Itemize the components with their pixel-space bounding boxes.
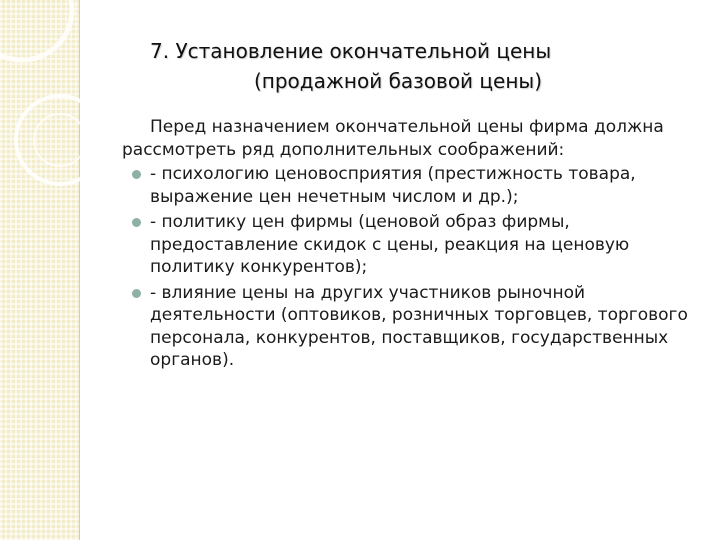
- slide-title-line2: (продажной базовой цены): [253, 69, 542, 93]
- intro-paragraph: Перед назначением окончательной цены фирма должна рассмотреть ряд дополнительных соображений:: [122, 117, 664, 160]
- bullet-text: - психологию ценовосприятия (престижность товара, выражение цен нечетным числом и др.);: [150, 164, 636, 207]
- list-item: [122, 163, 697, 208]
- list-item: [122, 282, 697, 372]
- slide-title: [118, 36, 678, 96]
- decorative-rings: [0, 0, 120, 230]
- list-item: [122, 211, 697, 279]
- slide-title-line1: 7. Установление окончательной цены: [150, 39, 552, 63]
- bullet-dot-icon: [132, 218, 141, 227]
- bullet-list: [122, 163, 697, 372]
- bullet-dot-icon: [132, 289, 141, 298]
- bullet-dot-icon: [132, 170, 141, 179]
- bullet-text: - влияние цены на других участников рыночной деятельности (оптовиков, розничных торговцев, торгового персонала, конкурентов, поставщиков, государственных органов).: [150, 282, 688, 370]
- bullet-text: - политику цен фирмы (ценовой образ фирмы, предоставление скидок с цены, реакция на ценовую политику конкурентов);: [150, 212, 630, 277]
- slide-body: [122, 116, 697, 375]
